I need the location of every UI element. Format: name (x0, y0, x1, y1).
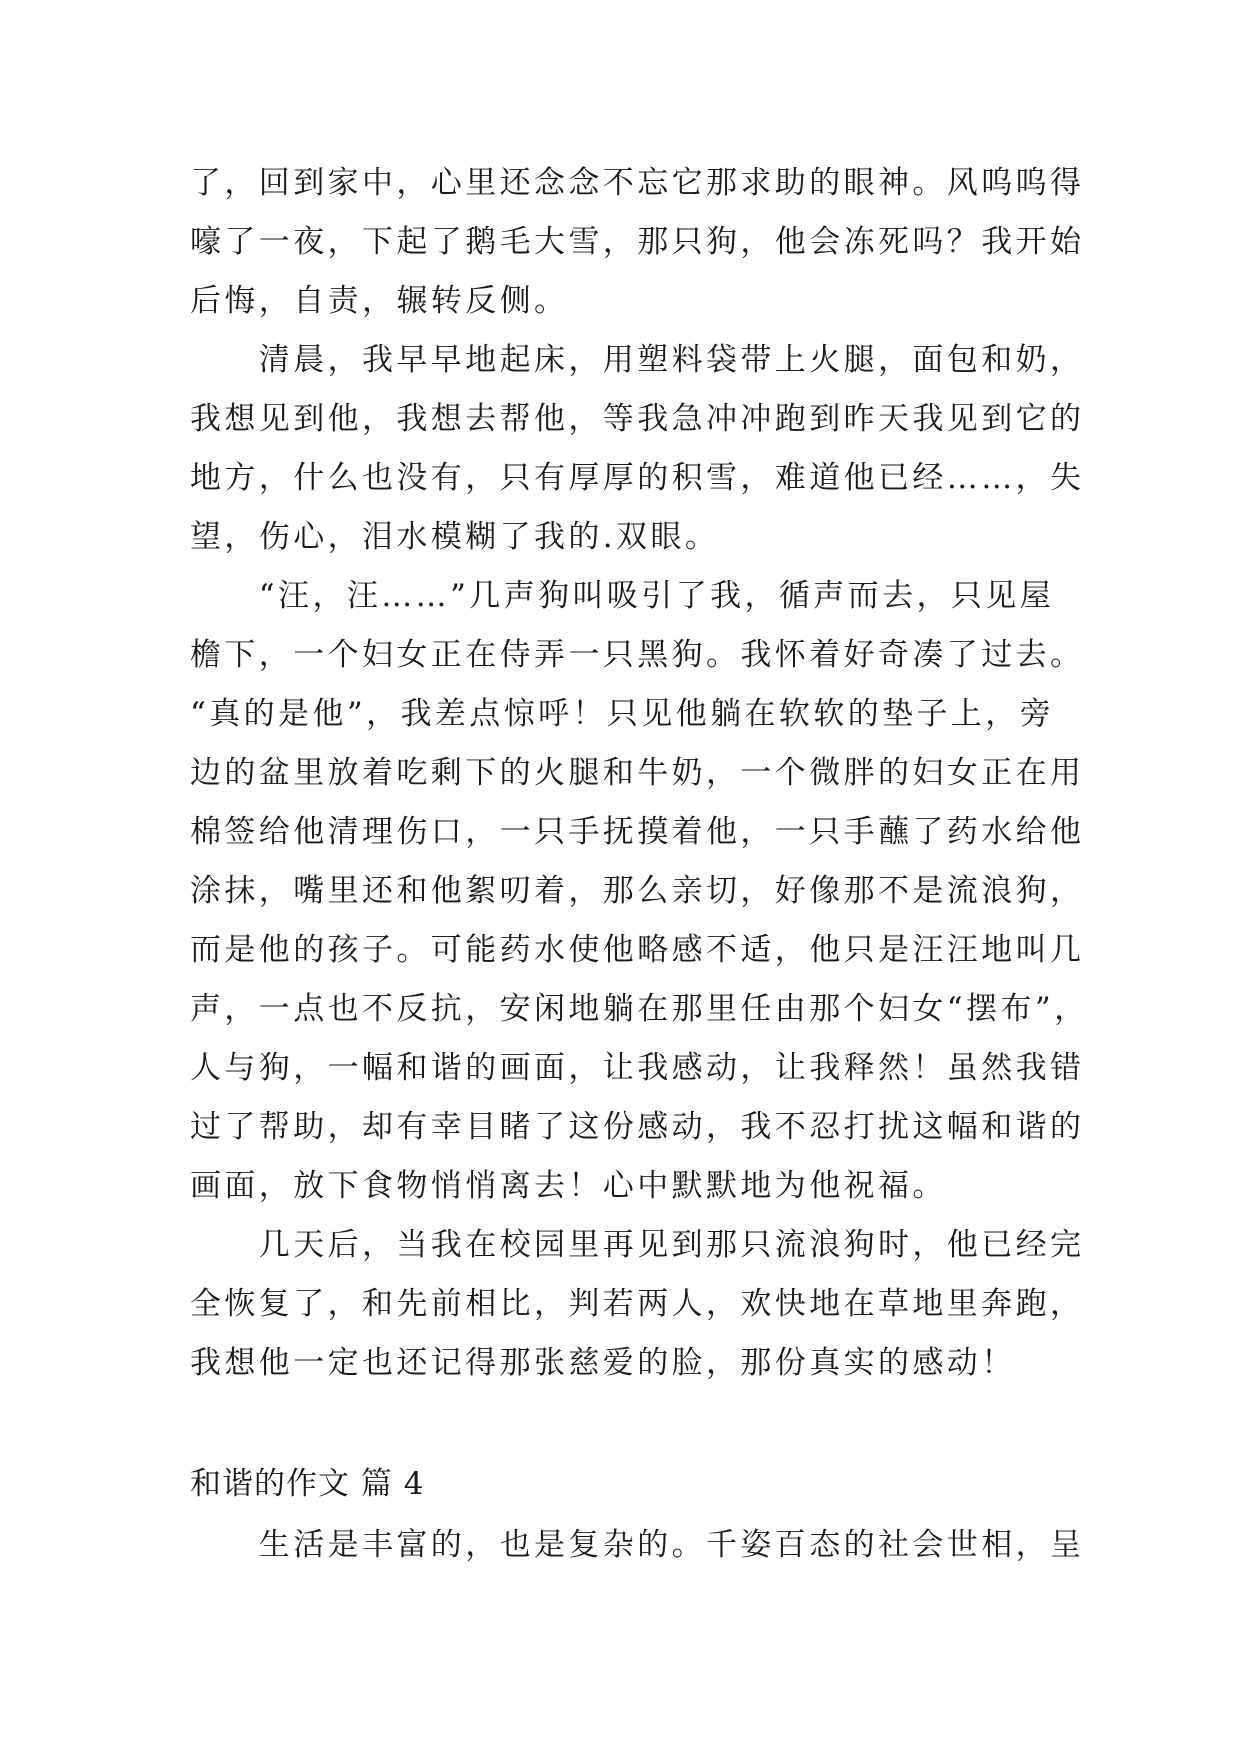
text-line: 边的盆里放着吃剩下的火腿和牛奶，一个微胖的妇女正在用 (190, 755, 1085, 791)
text-line: 画面，放下食物悄悄离去！心中默默地为他祝福。 (190, 1168, 947, 1204)
text-line: 我想见到他，我想去帮他，等我急冲冲跑到昨天我见到它的 (190, 401, 1085, 437)
text-line: 清晨，我早早地起床，用塑料袋带上火腿，面包和奶， (190, 342, 1085, 378)
text-line: 了，回到家中，心里还念念不忘它那求助的眼神。风呜呜得 (190, 165, 1085, 201)
text-line: 几天后，当我在校园里再见到那只流浪狗时，他已经完 (190, 1227, 1085, 1263)
text-line: 涂抹，嘴里还和他絮叨着，那么亲切，好像那不是流浪狗， (190, 873, 1085, 909)
text-line: 后悔，自责，辗转反侧。 (190, 283, 569, 319)
text-line: 望，伤心，泪水模糊了我的.双眼。 (190, 519, 720, 555)
text-line: 生活是丰富的，也是复杂的。千姿百态的社会世相，呈 (190, 1527, 1085, 1563)
text-line: “汪，汪……”几声狗叫吸引了我，循声而去，只见屋 (190, 578, 1055, 614)
text-line: 棉签给他清理伤口，一只手抚摸着他，一只手蘸了药水给他 (190, 814, 1085, 850)
text-line: 我想他一定也还记得那张慈爱的脸，那份真实的感动！ (190, 1345, 1016, 1381)
text-line: “真的是他”，我差点惊呼！只见他躺在软软的垫子上，旁 (190, 696, 1055, 732)
text-line: 而是他的孩子。可能药水使他略感不适，他只是汪汪地叫几 (190, 932, 1085, 968)
text-line: 过了帮助，却有幸目睹了这份感动，我不忍打扰这幅和谐的 (190, 1109, 1085, 1145)
text-line: 人与狗，一幅和谐的画面，让我感动，让我释然！虽然我错 (190, 1050, 1085, 1086)
text-line: 全恢复了，和先前相比，判若两人，欢快地在草地里奔跑， (190, 1286, 1085, 1322)
text-line: 嚎了一夜，下起了鹅毛大雪，那只狗，他会冻死吗？我开始 (190, 224, 1085, 260)
text-line: 地方，什么也没有，只有厚厚的积雪，难道他已经……，失 (190, 460, 1085, 496)
section-heading: 和谐的作文 篇 4 (190, 1466, 425, 1502)
text-line: 声，一点也不反抗，安闲地躺在那里任由那个妇女“摆布”， (190, 991, 1089, 1027)
text-line: 檐下，一个妇女正在侍弄一只黑狗。我怀着好奇凑了过去。 (190, 637, 1085, 673)
